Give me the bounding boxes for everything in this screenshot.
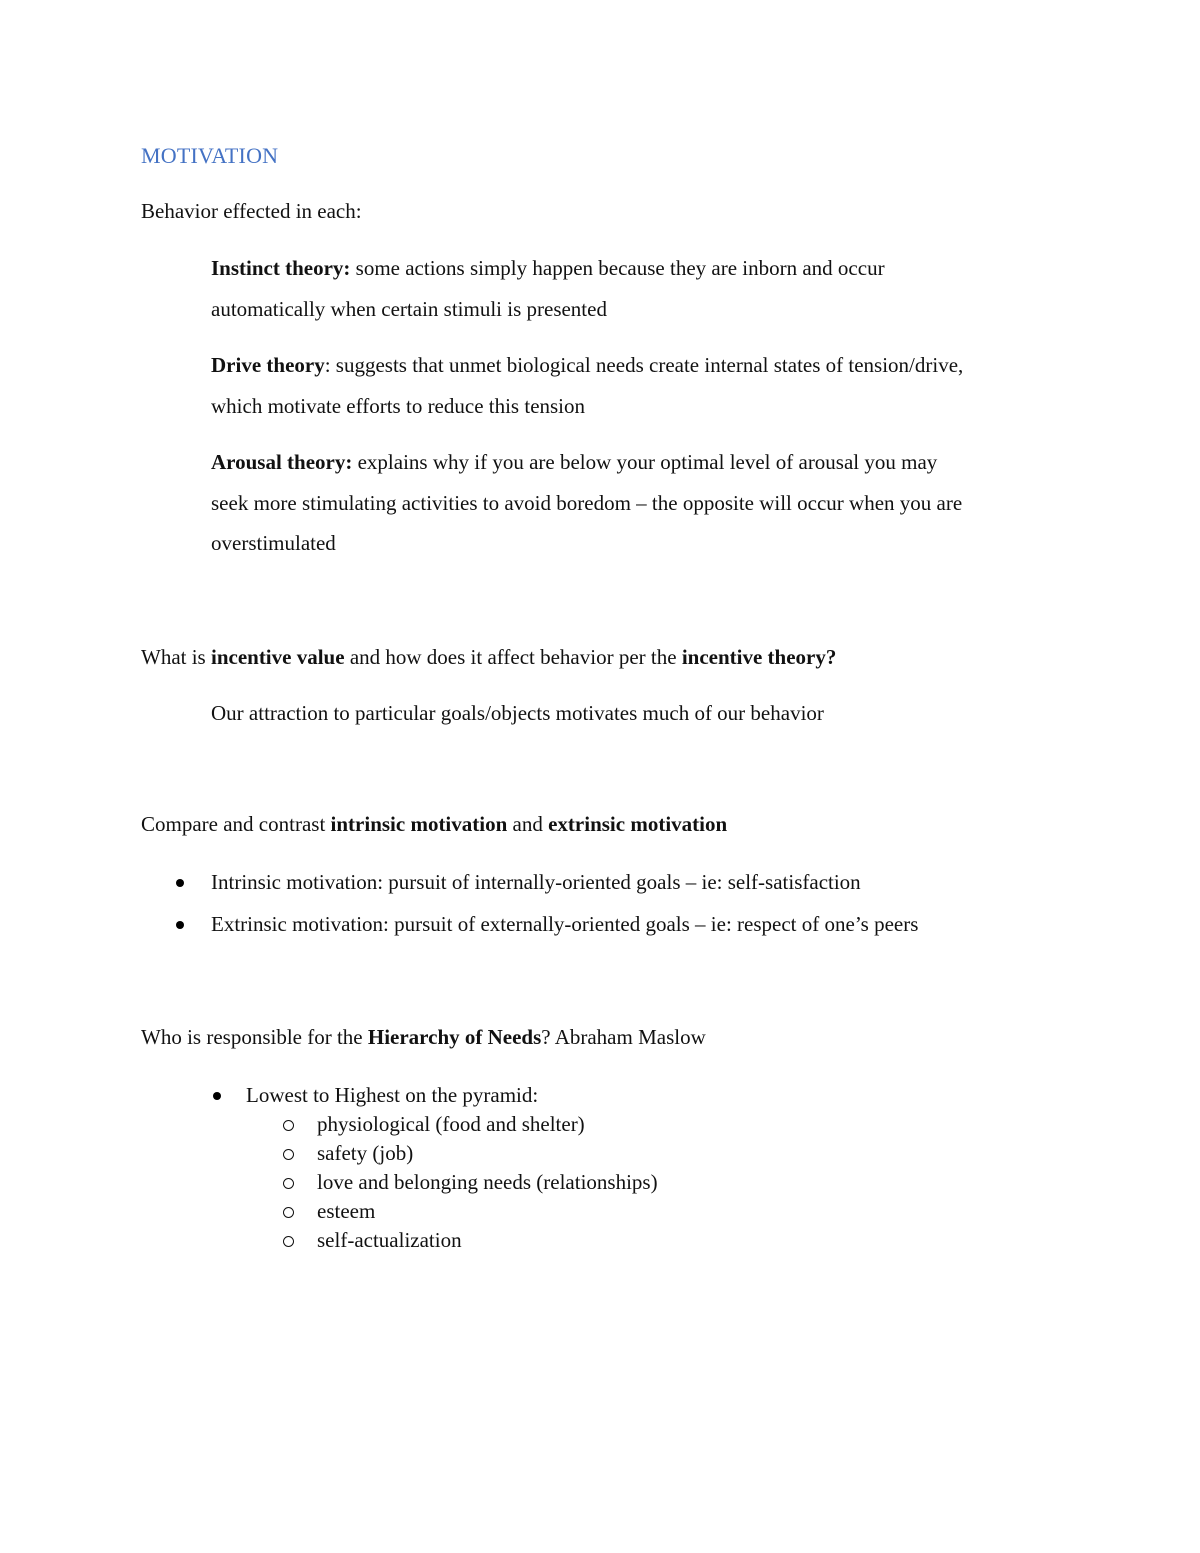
- incentive-question: What is incentive value and how does it affect behavior per the incentive theory?: [141, 645, 837, 669]
- instinct-theory-line-1: Instinct theory: some actions simply happen because they are inborn and occur: [211, 256, 885, 280]
- drive-theory-term: Drive theory: [211, 353, 325, 377]
- circle-bullet-icon: [283, 1207, 294, 1218]
- document-title: MOTIVATION: [141, 143, 279, 168]
- level-esteem: esteem: [317, 1199, 376, 1223]
- intrinsic-bullet: Intrinsic motivation: pursuit of internally-oriented goals – ie: self-satisfaction: [211, 870, 861, 894]
- arousal-theory-paragraph: [211, 442, 962, 564]
- drive-theory-line-1: Drive theory: suggests that unmet biological needs create internal states of tension/drive,: [211, 353, 964, 377]
- intro-text: Behavior effected in each:: [141, 199, 362, 223]
- circle-bullet-icon: [283, 1149, 294, 1160]
- motivation-question: Compare and contrast intrinsic motivation and extrinsic motivation: [141, 812, 728, 836]
- level-safety: safety (job): [317, 1141, 414, 1165]
- incentive-answer: Our attraction to particular goals/objects motivates much of our behavior: [211, 701, 824, 725]
- instinct-theory-term: Instinct theory:: [211, 256, 351, 280]
- instinct-theory-paragraph: [211, 248, 885, 329]
- bullet-icon: [213, 1092, 221, 1100]
- pyramid-bullet: Lowest to Highest on the pyramid:: [246, 1083, 539, 1107]
- level-self-actualization: self-actualization: [317, 1228, 462, 1252]
- bullet-icon: [176, 879, 184, 887]
- drive-theory-line-2: which motivate efforts to reduce this tension: [211, 393, 586, 418]
- level-love-belonging: love and belonging needs (relationships): [317, 1170, 658, 1194]
- circle-bullet-icon: [283, 1236, 294, 1247]
- circle-bullet-icon: [283, 1178, 294, 1189]
- drive-theory-paragraph: [211, 345, 963, 426]
- level-physiological: physiological (food and shelter): [317, 1112, 585, 1136]
- instinct-theory-line-2: automatically when certain stimuli is presented: [211, 296, 607, 321]
- arousal-theory-term: Arousal theory:: [211, 450, 353, 474]
- hierarchy-question: Who is responsible for the Hierarchy of Needs? Abraham Maslow: [141, 1025, 706, 1049]
- arousal-theory-line-1: Arousal theory: explains why if you are below your optimal level of arousal you may: [211, 450, 938, 474]
- circle-bullet-icon: [283, 1120, 294, 1131]
- arousal-theory-line-2: seek more stimulating activities to avoid boredom – the opposite will occur when you are: [211, 490, 963, 515]
- bullet-icon: [176, 921, 184, 929]
- arousal-theory-line-3: overstimulated: [211, 531, 336, 555]
- extrinsic-bullet: Extrinsic motivation: pursuit of externally-oriented goals – ie: respect of one’s peers: [211, 912, 919, 936]
